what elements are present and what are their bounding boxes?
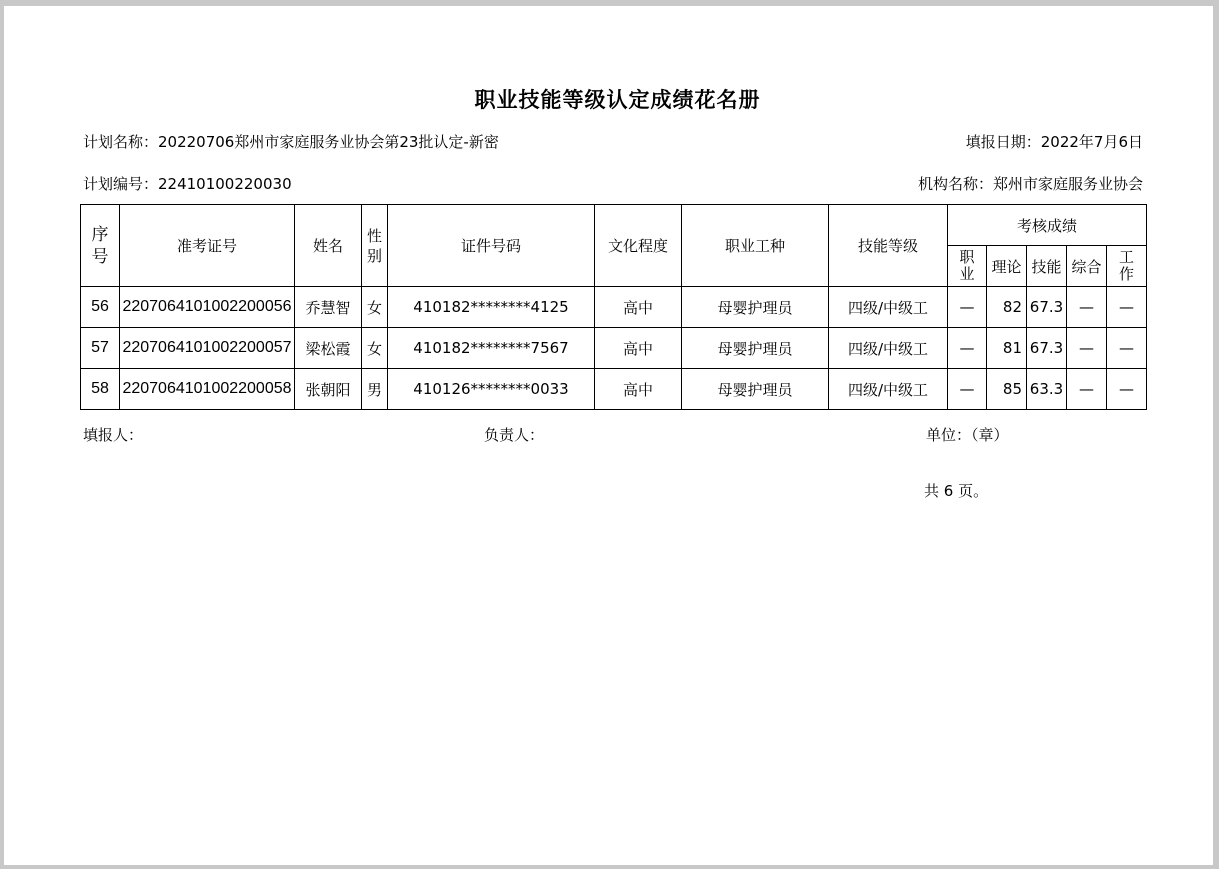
subcol-theory-header: 理论	[987, 246, 1027, 287]
subcol-skill-header: 技能	[1027, 246, 1067, 287]
cell-ethics: —	[948, 328, 987, 369]
cell-gender: 男	[362, 369, 388, 410]
cell-occupation: 母婴护理员	[682, 369, 829, 410]
cell-name: 乔慧智	[295, 287, 362, 328]
cell-skill-level: 四级/中级工	[829, 287, 948, 328]
cell-seq: 57	[81, 328, 120, 369]
page-count: 共 6 页。	[924, 482, 989, 500]
fill-date: 填报日期：2022年7月6日	[965, 133, 1143, 151]
cell-education: 高中	[595, 287, 682, 328]
subcol-overall-header: 综合	[1067, 246, 1107, 287]
table-row	[81, 369, 1147, 410]
responsible-label: 负责人：	[484, 426, 545, 444]
col-name-header: 姓名	[295, 205, 362, 287]
cell-overall: —	[1067, 287, 1107, 328]
plan-code: 计划编号：22410100220030	[83, 175, 292, 193]
filler-label: 填报人：	[83, 426, 144, 444]
document-title: 职业技能等级认定成绩花名册	[474, 88, 761, 112]
subcol-work-header: 工 作	[1107, 246, 1147, 287]
cell-skill: 67.3	[1027, 328, 1067, 369]
table-row	[81, 328, 1147, 369]
cell-theory: 82	[987, 287, 1027, 328]
cell-education: 高中	[595, 369, 682, 410]
cell-skill-level: 四级/中级工	[829, 369, 948, 410]
col-seq-header: 序 号	[81, 205, 120, 287]
cell-work: —	[1107, 287, 1147, 328]
cell-skill: 67.3	[1027, 287, 1067, 328]
cell-ethics: —	[948, 287, 987, 328]
cell-gender: 女	[362, 328, 388, 369]
plan-name: 计划名称：20220706郑州市家庭服务业协会第23批认定-新密	[83, 133, 499, 151]
cell-education: 高中	[595, 328, 682, 369]
cell-exam-id: 2207064101002200057	[120, 328, 295, 369]
col-id-number-header: 证件号码	[388, 205, 595, 287]
header-row	[81, 205, 1147, 246]
cell-seq: 56	[81, 287, 120, 328]
score-roster-table	[80, 204, 1147, 410]
col-exam-id-header: 准考证号	[120, 205, 295, 287]
cell-work: —	[1107, 328, 1147, 369]
col-gender-header: 性 别	[362, 205, 388, 287]
document-page	[4, 6, 1213, 865]
cell-work: —	[1107, 369, 1147, 410]
table-row	[81, 287, 1147, 328]
cell-id-number: 410182********7567	[388, 328, 595, 369]
cell-skill: 63.3	[1027, 369, 1067, 410]
cell-gender: 女	[362, 287, 388, 328]
cell-skill-level: 四级/中级工	[829, 328, 948, 369]
subcol-ethics-header: 职 业	[948, 246, 987, 287]
cell-ethics: —	[948, 369, 987, 410]
cell-exam-id: 2207064101002200058	[120, 369, 295, 410]
org-name: 机构名称：郑州市家庭服务业协会	[917, 175, 1143, 193]
cell-name: 张朝阳	[295, 369, 362, 410]
cell-overall: —	[1067, 328, 1107, 369]
col-skill-level-header: 技能等级	[829, 205, 948, 287]
col-scores-header: 考核成绩	[948, 205, 1147, 246]
cell-id-number: 410126********0033	[388, 369, 595, 410]
cell-theory: 81	[987, 328, 1027, 369]
cell-exam-id: 2207064101002200056	[120, 287, 295, 328]
cell-theory: 85	[987, 369, 1027, 410]
cell-id-number: 410182********4125	[388, 287, 595, 328]
col-education-header: 文化程度	[595, 205, 682, 287]
cell-seq: 58	[81, 369, 120, 410]
cell-occupation: 母婴护理员	[682, 287, 829, 328]
cell-occupation: 母婴护理员	[682, 328, 829, 369]
cell-name: 梁松霞	[295, 328, 362, 369]
unit-seal-label: 单位：（章）	[926, 426, 1009, 444]
cell-overall: —	[1067, 369, 1107, 410]
col-occupation-header: 职业工种	[682, 205, 829, 287]
